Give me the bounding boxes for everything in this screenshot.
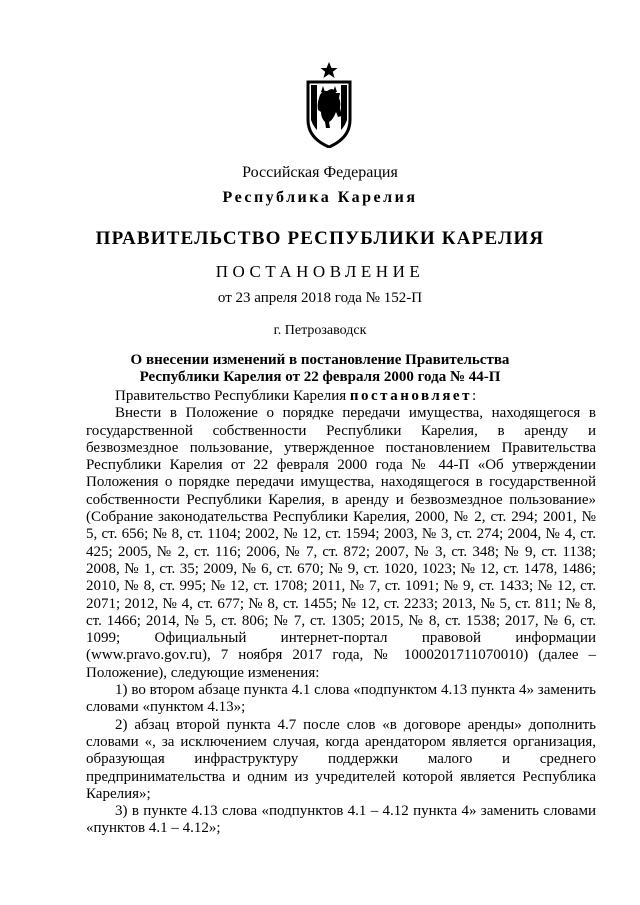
intro-prefix: Правительство Республики Карелия	[115, 388, 350, 404]
paragraph-item-1: 1) во втором абзаце пункта 4.1 слова «подпунктом 4.13 пункта 4» заменить словами «пунктом 4.13»;	[86, 682, 596, 716]
title-line-2: Республики Карелия от 22 февраля 2000 года № 44-П	[139, 369, 501, 385]
intro-suffix: :	[471, 388, 477, 404]
country-line: Российская Федерация	[242, 164, 398, 181]
document-body	[86, 388, 596, 838]
paragraph-item-3: 3) в пункте 4.13 слова «подпунктов 4.1 – 4.12 пункта 4» заменить словами «пунктов 4.1 – 4.12»;	[86, 803, 596, 837]
paragraph-item-2: 2) абзац второй пункта 4.7 после слов «в договоре аренды» дополнить словами «, за исключением случая, когда арендатором является организация, образующая инфраструктуру поддержки малого и среднего предпринимательства и одним из учредителей которой является Республика Карелия»;	[86, 716, 596, 802]
paragraph-main: Внести в Положение о порядке передачи имущества, находящегося в государственной собственности Республики Карелия, в аренду и безвозмездное пользование, утвержденное постановлением Правительства Республики Карелия от 22 февраля 2000 года № 44-П «Об утверждении Положения о порядке передачи имущества, находящегося в государственной собственности Республики Карелия, в аренду и безвозмездное пользование» (Собрание законодательства Республики Карелия, 2000, № 2, ст. 294; 2001, № 5, ст. 656; № 8, ст. 1104; 2002, № 12, ст. 1594; 2003, № 3, ст. 274; 2004, № 4, ст. 425; 2005, № 2, ст. 116; 2006, № 7, ст. 872; 2007, № 3, ст. 348; № 9, ст. 1138; 2008, № 1, ст. 35; 2009, № 6, ст. 670; № 9, ст. 1020, 1023; № 12, ст. 1478, 1486; 2010, № 8, ст. 995; № 12, ст. 1708; 2011, № 7, ст. 1091; № 9, ст. 1433; № 12, ст. 2071; 2012, № 4, ст. 677; № 8, ст. 1455; № 12, ст. 2233; 2013, № 5, ст. 811; № 8, ст. 1466; 2014, № 5, ст. 806; № 7, ст. 1305; 2015, № 8, ст. 1538; 2017, № 6, ст. 1099; Официальный интернет-портал правовой информации (www.pravo.gov.ru), 7 ноября 2017 года, № 1000201711070010) (далее – Положение), следующие изменения:	[86, 405, 596, 681]
date-number-line: от 23 апреля 2018 года № 152-П	[217, 290, 423, 306]
intro-verb: постановляет	[349, 388, 472, 404]
republic-line: Республика Карелия	[222, 189, 418, 206]
document-title	[0, 352, 640, 386]
authority-line: ПРАВИТЕЛЬСТВО РЕСПУБЛИКИ КАРЕЛИЯ	[95, 228, 545, 249]
karelia-coat-of-arms-icon	[303, 62, 355, 148]
city-line: г. Петрозаводск	[273, 323, 367, 338]
document-type: ПОСТАНОВЛЕНИЕ	[215, 262, 425, 281]
intro-paragraph	[86, 388, 596, 405]
title-line-1: О внесении изменений в постановление Правительства	[130, 352, 510, 368]
